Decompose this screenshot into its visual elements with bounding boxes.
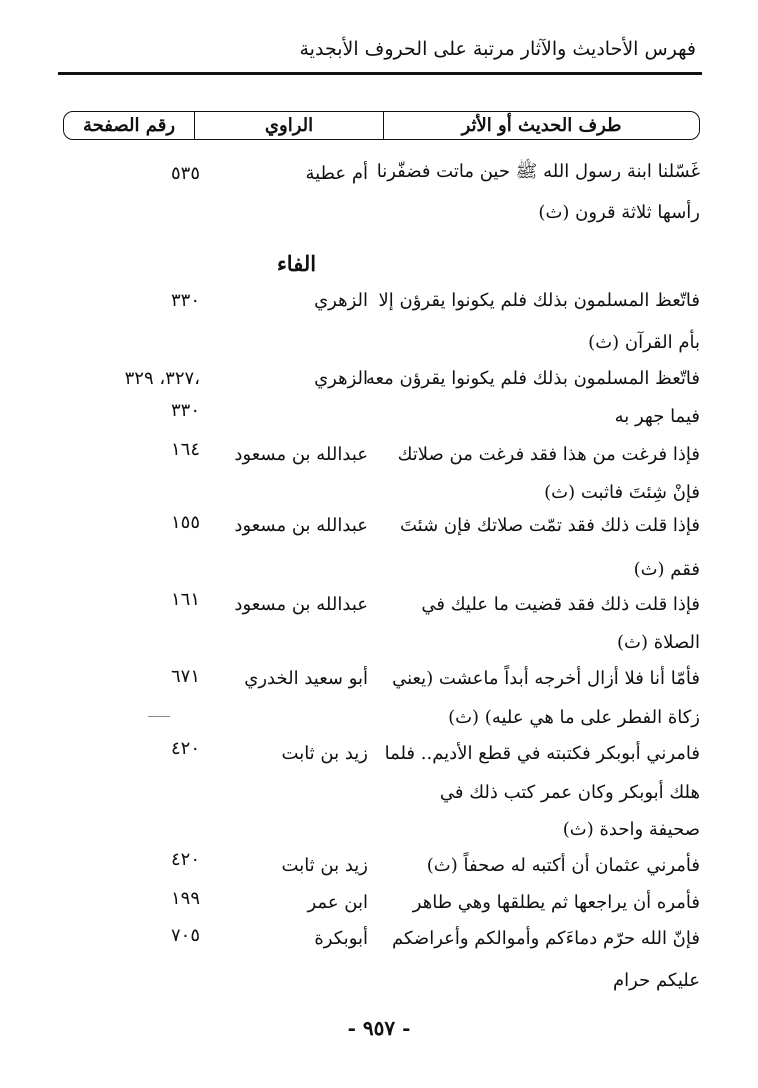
entry-text: فأمّا أنا فلا أزال أخرجه أبداً ماعشت (يعني: [392, 667, 700, 689]
entry-text: رأسها ثلاثة قرون (ث): [538, 201, 700, 223]
header-page-number: رقم الصفحة: [83, 115, 176, 136]
entry-page: ١٦٤: [170, 438, 200, 460]
entry-narrator: عبدالله بن مسعود: [234, 443, 368, 465]
entry-page: ٣٣٠: [170, 289, 200, 311]
entry-text: فأمرني عثمان أن أكتبه له صحفاً (ث): [426, 854, 700, 876]
running-head: فهرس الأحاديث والآثار مرتبة على الحروف الأبجدية: [299, 38, 696, 60]
entry-text: فأمره أن يراجعها ثم يطلقها وهي طاهر: [412, 891, 700, 913]
entry-page: ٦٧١: [170, 665, 200, 687]
entry-text: فإذا قلت ذلك فقد قضيت ما عليك في: [421, 593, 700, 615]
letter-heading: الفاء: [276, 250, 317, 276]
header-narrator: الراوي: [194, 112, 383, 139]
entry-page: ٧٠٥: [170, 924, 200, 946]
entry-narrator: عبدالله بن مسعود: [234, 514, 368, 536]
entry-narrator: أم عطية: [305, 162, 368, 184]
entry-narrator: أبوبكرة: [314, 927, 368, 949]
header-hadith-text: طرف الحديث أو الأثر: [383, 112, 699, 139]
entry-narrator: عبدالله بن مسعود: [234, 593, 368, 615]
entry-narrator: الزهري: [314, 367, 368, 389]
entry-text: بأم القرآن (ث): [588, 331, 700, 353]
entry-text: فإنْ شِئتَ فاثبت (ث): [544, 481, 700, 503]
entry-text: فاتّعظ المسلمون بذلك فلم يكونوا يقرؤن إلا: [378, 289, 700, 311]
entry-page: ١٥٥: [170, 511, 200, 533]
entry-text: فإذا قلت ذلك فقد تمّت صلاتك فإن شئتَ: [399, 514, 700, 536]
entry-page: ١٦١: [170, 588, 200, 610]
entry-text: فإذا فرغت من هذا فقد فرغت من صلاتك: [397, 443, 700, 465]
entry-page: ٤٢٠: [170, 848, 200, 870]
entry-text: فإنّ الله حرّم دماءَكم وأموالكم وأعراضكم: [392, 927, 700, 949]
separator-dash: [148, 716, 170, 717]
entry-text: زكاة الفطر على ما هي عليه) (ث): [448, 706, 700, 728]
entry-text: فقم (ث): [633, 558, 700, 580]
entry-text: فاتّعظ المسلمون بذلك فلم يكونوا يقرؤن معه: [365, 367, 700, 389]
entry-page: ٣٣٠: [170, 399, 200, 421]
entry-narrator: زيد بن ثابت: [281, 854, 368, 876]
entry-page: ١٩٩: [170, 887, 200, 909]
entry-text: هلك أبوبكر وكان عمر كتب ذلك في: [439, 781, 700, 803]
entry-text: فامرني أبوبكر فكتبته في قطع الأديم.. فلما: [384, 742, 700, 764]
entry-page: ٤٢٠: [170, 737, 200, 759]
entry-text: عليكم حرام: [613, 969, 700, 991]
entry-text: غَسّلنا ابنة رسول الله ﷺ حين ماتت فضفّرنا: [376, 161, 700, 182]
entry-text: فيما جهر به: [614, 405, 700, 427]
entry-narrator: ابن عمر: [307, 891, 368, 913]
entry-page: ٥٣٥: [170, 162, 200, 184]
entry-page: ٣٢٧، ٣٢٩،: [124, 367, 200, 389]
entry-text: الصلاة (ث): [617, 631, 700, 653]
entry-narrator: الزهري: [314, 289, 368, 311]
entry-narrator: زيد بن ثابت: [281, 742, 368, 764]
page-number: - ٩٥٧ -: [347, 1016, 411, 1040]
entry-text: صحيفة واحدة (ث): [562, 818, 700, 840]
entry-narrator: أبو سعيد الخدري: [244, 667, 368, 689]
